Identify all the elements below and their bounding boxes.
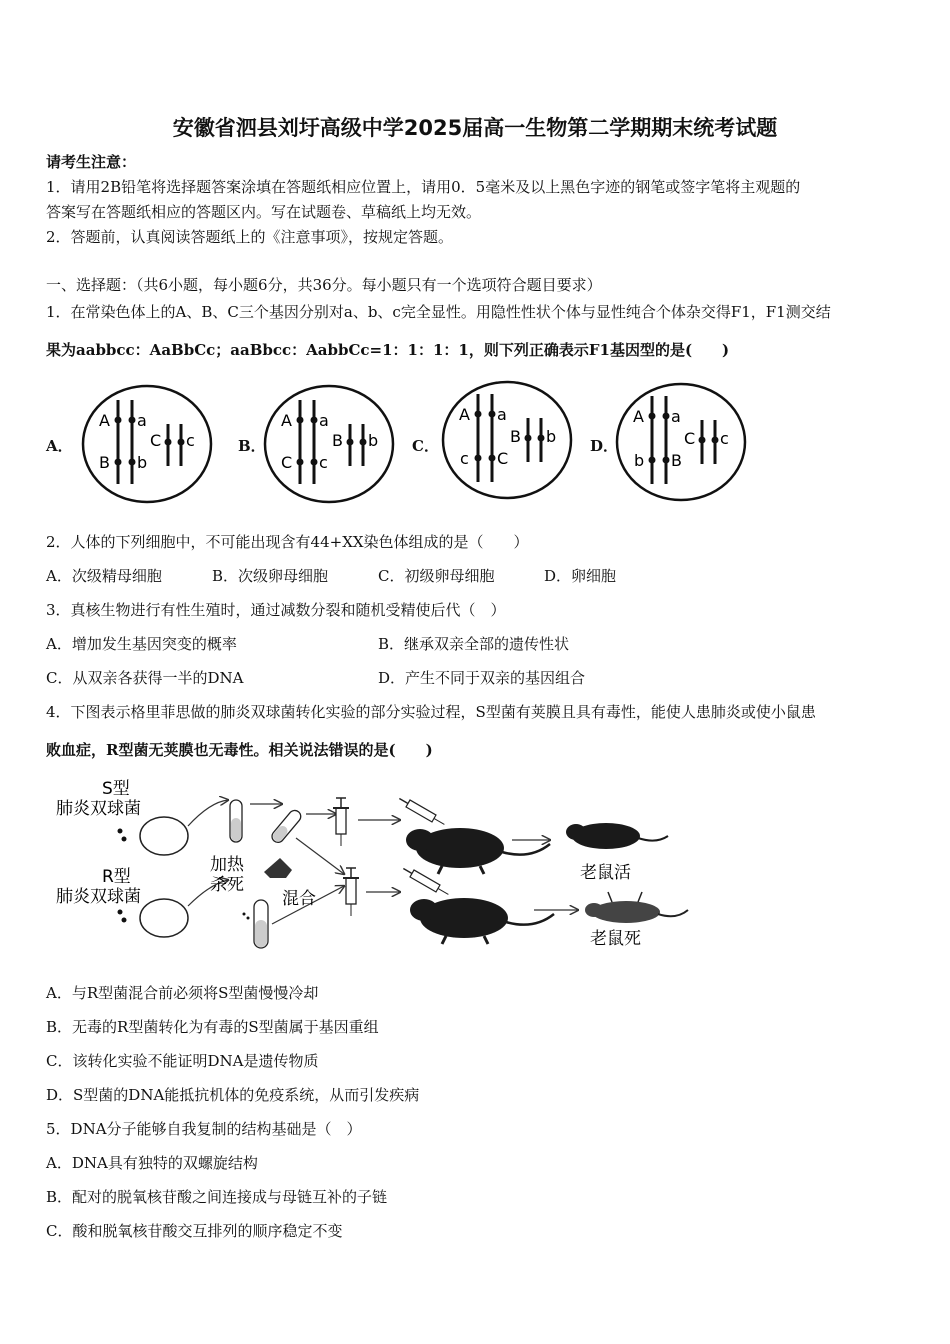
q1-stem-line1: 1．在常染色体上的A、B、C三个基因分别对a、b、c完全显性。用隐性性状个体与显性纯合个体杂交得F1，F1测交结 xyxy=(46,303,831,321)
q4-stem-line1: 4．下图表示格里菲思做的肺炎双球菌转化实验的部分实验过程，S型菌有荚膜且具有毒性，能使人患肺炎或使小鼠患 xyxy=(46,703,816,721)
syringe-icon xyxy=(401,865,450,898)
gene-label: A xyxy=(633,407,644,426)
q2-stem: 2．人体的下列细胞中，不可能出现含有44+XX染色体组成的是（ ） xyxy=(46,533,529,551)
q3-option-d: D．产生不同于双亲的基因组合 xyxy=(378,669,586,687)
q1-cell-diagram-c xyxy=(440,378,575,503)
gene-label: c xyxy=(460,449,469,468)
q1-cell-diagram-d xyxy=(614,380,749,505)
r-type-label: R型 xyxy=(102,867,131,887)
q4-experiment-figure xyxy=(50,774,700,959)
q5-stem: 5．DNA分子能够自我复制的结构基础是（ ） xyxy=(46,1120,362,1138)
dead-mouse-icon xyxy=(585,892,688,923)
gene-label: C xyxy=(684,429,696,448)
q2-option-a: A．次级精母细胞 xyxy=(46,567,162,585)
heat-label-2: 杀死 xyxy=(210,875,244,895)
q5-option-c: C．酸和脱氧核苷酸交互排列的顺序稳定不变 xyxy=(46,1222,343,1240)
gene-label: B xyxy=(99,453,110,472)
notice-heading: 请考生注意： xyxy=(46,153,137,171)
q1-option-b-label: B． xyxy=(238,437,266,455)
burner-icon xyxy=(264,858,292,878)
q2-option-c: C．初级卵母细胞 xyxy=(378,567,495,585)
gene-label: A xyxy=(281,411,292,430)
s-name-label: 肺炎双球菌 xyxy=(56,799,141,819)
syringe-icon xyxy=(343,868,359,916)
q4-option-a: A．与R型菌混合前必须将S型菌慢慢冷却 xyxy=(46,984,319,1002)
q3-option-b: B．继承双亲全部的遗传性状 xyxy=(378,635,570,653)
gene-label: c xyxy=(319,453,328,472)
gene-label: C xyxy=(150,431,162,450)
q5-option-b: B．配对的脱氧核苷酸之间连接成与母链互补的子链 xyxy=(46,1188,388,1206)
q3-stem: 3．真核生物进行有性生殖时，通过减数分裂和随机受精使后代（ ） xyxy=(46,601,506,619)
q1-cell-diagram-a xyxy=(80,382,215,507)
gene-label: b xyxy=(546,427,557,446)
gene-label: B xyxy=(510,427,521,446)
r-type-dish xyxy=(140,899,188,937)
q4-option-d: D．S型菌的DNA能抵抗机体的免疫系统，从而引发疾病 xyxy=(46,1086,420,1104)
mouse-icon xyxy=(410,898,554,944)
q3-option-c: C．从双亲各获得一半的DNA xyxy=(46,669,244,687)
gene-label: A xyxy=(99,411,110,430)
notice-line-2: 2．答题前，认真阅读答题纸上的《注意事项》，按规定答题。 xyxy=(46,228,454,246)
s-type-label: S型 xyxy=(102,779,130,799)
syringe-icon xyxy=(397,795,446,828)
notice-line-1: 1．请用2B铅笔将选择题答案涂填在答题纸相应位置上，请用0．5毫米及以上黑色字迹的钢笔或签字笔将主观题的 xyxy=(46,178,801,196)
q1-option-c-label: C． xyxy=(412,437,439,455)
s-type-dish xyxy=(140,817,188,855)
gene-label: C xyxy=(281,453,293,472)
q5-option-a: A．DNA具有独特的双螺旋结构 xyxy=(46,1154,258,1172)
q1-cell-diagram-b xyxy=(262,382,397,507)
q3-option-a: A．增加发生基因突变的概率 xyxy=(46,635,237,653)
q4-option-b: B．无毒的R型菌转化为有毒的S型菌属于基因重组 xyxy=(46,1018,379,1036)
section-heading: 一、选择题：（共6小题，每小题6分，共36分。每小题只有一个选项符合题目要求） xyxy=(46,276,602,294)
r-name-label: 肺炎双球菌 xyxy=(56,887,141,907)
gene-label: a xyxy=(497,405,507,424)
gene-label: B xyxy=(332,431,343,450)
mouse-alive-label: 老鼠活 xyxy=(580,863,631,883)
gene-label: b xyxy=(634,451,645,470)
mouse-icon xyxy=(406,828,550,874)
q2-option-d: D．卵细胞 xyxy=(544,567,617,585)
q1-option-a-label: A． xyxy=(46,437,73,455)
syringe-icon xyxy=(333,798,349,846)
gene-label: a xyxy=(671,407,681,426)
mix-label: 混合 xyxy=(282,889,316,909)
gene-label: a xyxy=(319,411,329,430)
q2-option-b: B．次级卵母细胞 xyxy=(212,567,329,585)
gene-label: C xyxy=(497,449,509,468)
gene-label: A xyxy=(459,405,470,424)
heat-label-1: 加热 xyxy=(210,855,244,875)
q1-stem-line2: 果为aabbcc：AaBbCc；aaBbcc：AabbCc=1：1：1：1，则下列正确表示F1基因型的是( ) xyxy=(46,341,730,359)
mouse-dead-label: 老鼠死 xyxy=(590,929,641,949)
gene-label: b xyxy=(368,431,379,450)
gene-label: a xyxy=(137,411,147,430)
q1-option-d-label: D． xyxy=(590,437,619,455)
gene-label: c xyxy=(720,429,729,448)
gene-label: b xyxy=(137,453,148,472)
gene-label: B xyxy=(671,451,682,470)
q4-stem-line2: 败血症，R型菌无荚膜也无毒性。相关说法错误的是( ) xyxy=(46,741,433,759)
mouse-icon xyxy=(566,823,668,849)
q4-option-c: C．该转化实验不能证明DNA是遗传物质 xyxy=(46,1052,319,1070)
gene-label: c xyxy=(186,431,195,450)
notice-line-1b: 答案写在答题纸相应的答题区内。写在试题卷、草稿纸上均无效。 xyxy=(46,203,482,221)
page-title: 安徽省泗县刘圩高级中学2025届高一生物第二学期期末统考试题 xyxy=(172,116,778,140)
